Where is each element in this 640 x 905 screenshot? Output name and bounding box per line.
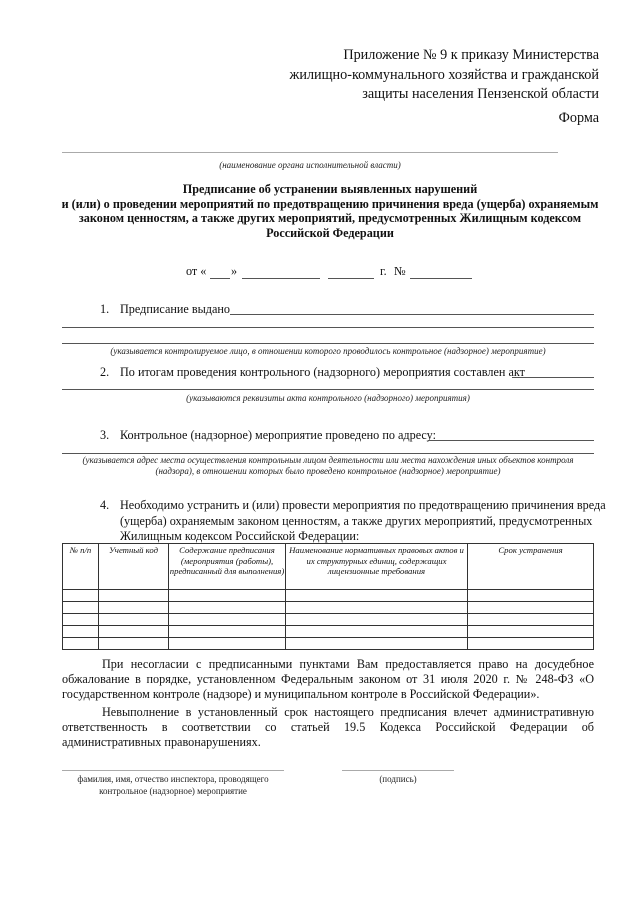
appeal-note: При несогласии с предписанными пунктами Вам предоставляется право на досудебное обжалование в порядке, установленном Федеральным законом от 31 июля 2020 г. № 248-ФЗ «О государственном контроле (надзоре) и муниципальном контроле в Российской Федерации».	[62, 657, 594, 701]
header-line-1: Приложение № 9 к приказу Министерства	[343, 47, 599, 63]
measures-table	[62, 543, 594, 650]
item2-text: По итогам проведения контрольного (надзорного) мероприятия составлен акт	[120, 365, 525, 379]
date-year-line	[328, 278, 374, 279]
title-line-3: законом ценностям, а также других мероприятий, предусмотренных Жилищным кодексом	[78, 211, 582, 226]
item3-caption	[62, 455, 594, 477]
item3-caption-line-1: (указывается адрес места осуществления контрольным лицом деятельности или места нахождения иных объектов контроля	[82, 455, 574, 465]
inspector-caption-line-1: фамилия, имя, отчество инспектора, проводящего	[77, 774, 269, 784]
col-header-deadline: Срок устранения	[468, 544, 594, 590]
header-line-3: защиты населения Пензенской области	[362, 86, 599, 102]
item1-blank-line-2	[62, 327, 594, 328]
authority-caption: (наименование органа исполнительной власти)	[219, 160, 401, 170]
item2-number: 2.	[100, 365, 110, 379]
table-row	[63, 602, 594, 614]
date-month-line	[242, 278, 320, 279]
inspector-caption-line-2: контрольное (надзорное) мероприятие	[99, 786, 247, 796]
item4-number: 4.	[100, 498, 110, 512]
date-from-label: от «	[186, 264, 207, 278]
header-line-2: жилищно-коммунального хозяйства и гражданской	[289, 66, 599, 83]
liability-note: Невыполнение в установленный срок настоящего предписания влечет административную ответственность в соответствии со статьей 19.5 Кодекса Российской Федерации об административных правонарушениях.	[62, 705, 594, 749]
table-row	[63, 638, 594, 650]
date-close-quote: »	[231, 264, 238, 278]
form-label: Форма	[558, 110, 599, 126]
item1-text: Предписание выдано	[120, 302, 231, 316]
title-line-4: Российской Федерации	[266, 225, 394, 240]
item4-line-1: Необходимо устранить и (или) провести мероприятия по предотвращению причинения вреда	[120, 498, 606, 512]
table-row	[63, 626, 594, 638]
item2-blank-line-2	[62, 389, 594, 390]
item2-fill-line	[512, 377, 594, 378]
item4-line-3: Жилищным кодексом Российской Федерации:	[120, 529, 360, 543]
title-line-1: Предписание об устранении выявленных нарушений	[182, 182, 478, 196]
col-header-acts: Наименование нормативных правовых актов и их структурных единиц, содержащих лицензионные требования	[286, 544, 468, 590]
col-header-number: № п/п	[63, 544, 99, 590]
item3-blank-line-2	[62, 453, 594, 454]
table-header-row	[63, 544, 594, 590]
date-year-suffix: г.	[380, 264, 387, 278]
table-row	[63, 614, 594, 626]
number-line	[410, 278, 472, 279]
item1-number: 1.	[100, 302, 110, 316]
signature-caption: (подпись)	[379, 774, 417, 784]
item3-fill-line	[428, 440, 594, 441]
item1-fill-line	[230, 314, 594, 315]
table-row	[63, 590, 594, 602]
header-appendix	[290, 46, 599, 105]
document-title	[60, 182, 600, 240]
item3-number: 3.	[100, 428, 110, 442]
item4-text	[120, 498, 606, 545]
signature-line	[342, 770, 454, 771]
number-sign: №	[394, 264, 406, 278]
col-header-code: Учетный код	[99, 544, 169, 590]
title-line-2: и (или) о проведении мероприятий по предотвращению причинения вреда (ущерба) охраняемым	[61, 196, 599, 211]
item3-text: Контрольное (надзорное) мероприятие проведено по адресу:	[120, 428, 436, 442]
inspector-name-line	[62, 770, 284, 771]
item4-line-2: (ущерба) охраняемым законом ценностям, а также других мероприятий, предусмотренных	[120, 513, 593, 528]
item1-caption: (указывается контролируемое лицо, в отношении которого проводилось контрольное (надзорное) мероприятие)	[110, 346, 546, 356]
authority-name-line	[62, 152, 558, 153]
item3-caption-line-2: (надзора), в отношении которых было проведено контрольное (надзорное) мероприятие)	[155, 466, 501, 476]
item1-blank-line-3	[62, 343, 594, 344]
item2-caption: (указываются реквизиты акта контрольного (надзорного) мероприятия)	[186, 393, 470, 403]
inspector-caption	[62, 773, 284, 797]
col-header-content: Содержание предписания (мероприятия (работы), предписанный для выполнения)	[169, 544, 286, 590]
date-day-line	[210, 278, 230, 279]
